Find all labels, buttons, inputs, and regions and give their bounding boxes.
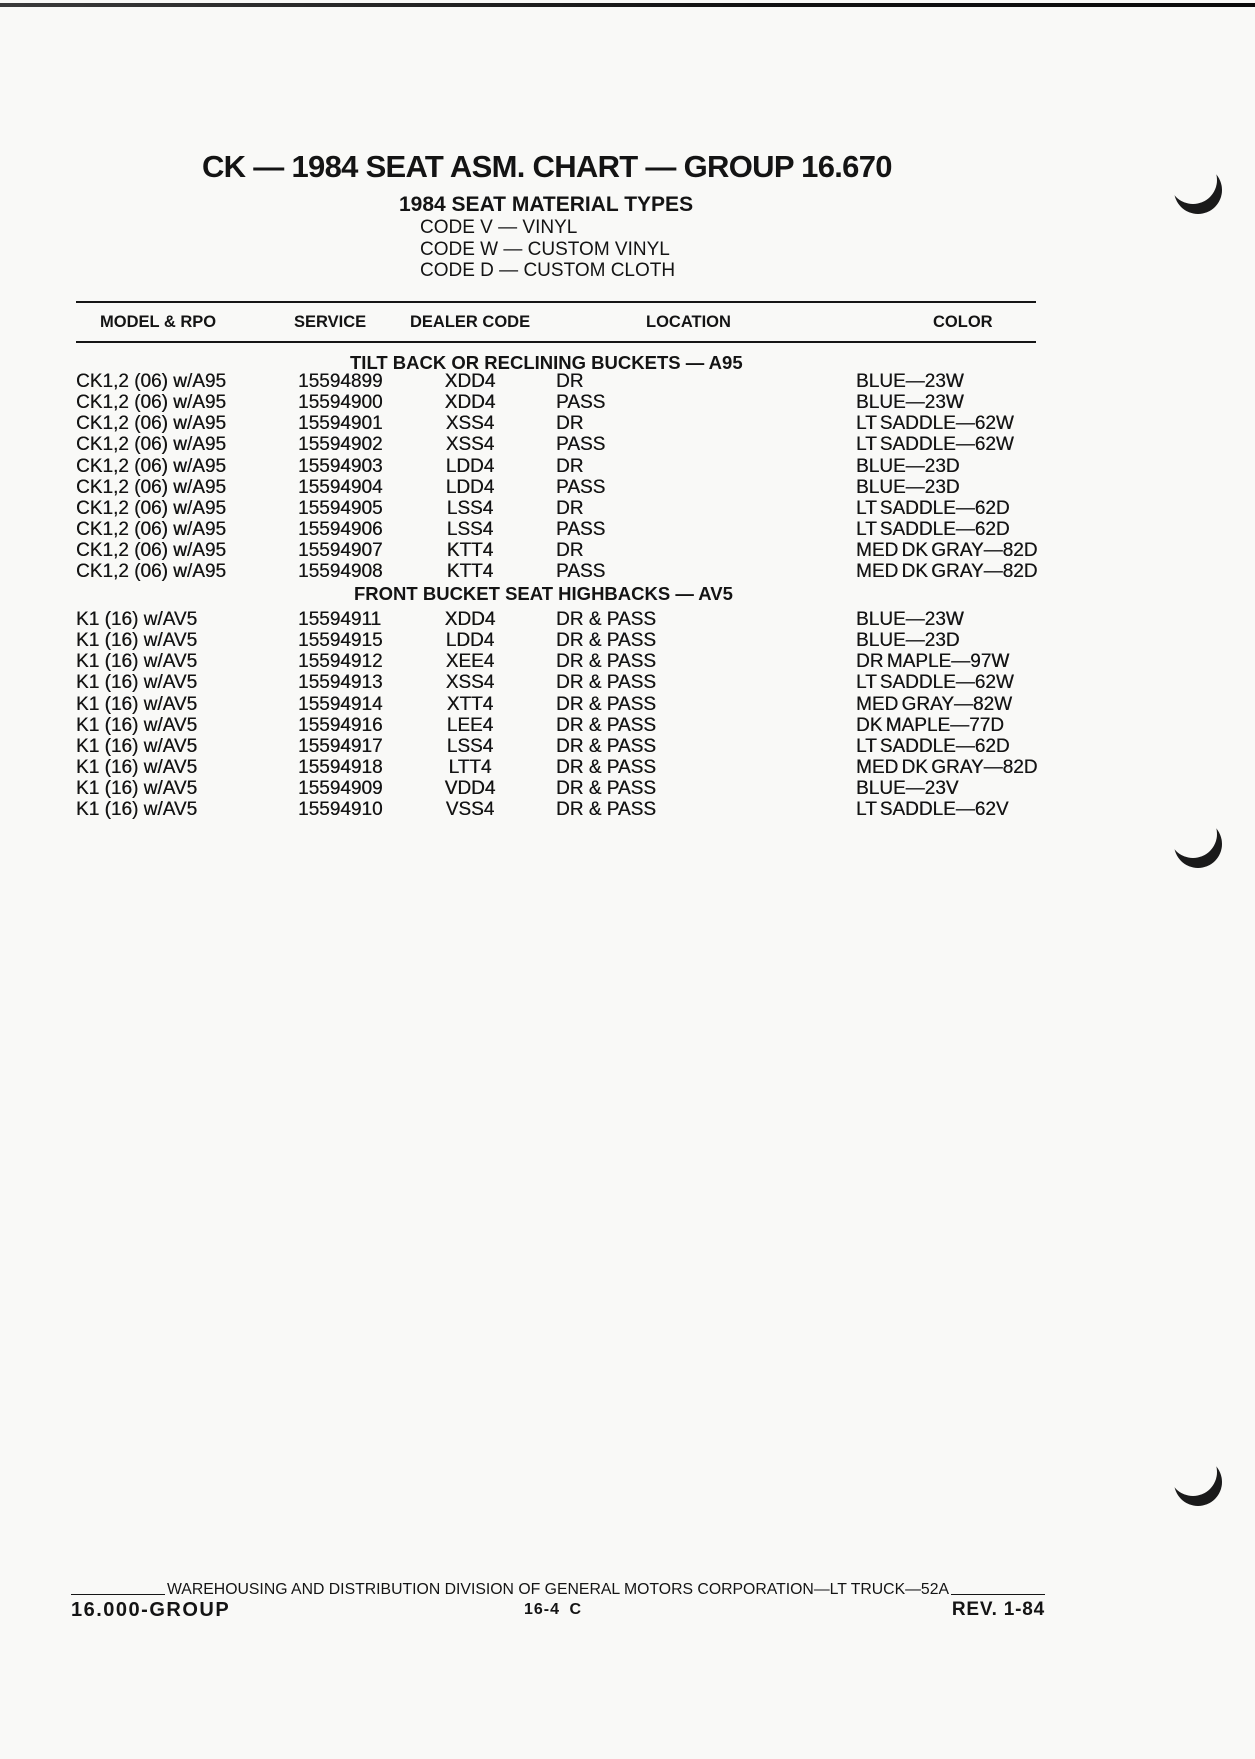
table-row [76, 651, 1076, 672]
dealer-code-cell: LDD4 [445, 630, 495, 652]
dealer-code-cell: LDD4 [445, 455, 495, 477]
color-cell: MED DK GRAY—82D [856, 540, 1038, 561]
footer-page-number: 16-4 C [524, 1601, 583, 1618]
service-number-cell: 15594908 [298, 561, 383, 583]
table-row [76, 392, 1076, 413]
dealer-code-cell: VSS4 [445, 799, 495, 821]
table-row [76, 672, 1076, 693]
model-rpo-cell: K1 (16) w/AV5 [76, 651, 198, 673]
dealer-code-cell: KTT4 [446, 540, 494, 561]
section-rows [76, 371, 1076, 582]
material-types-heading: 1984 SEAT MATERIAL TYPES [399, 193, 694, 216]
service-number-cell: 15594902 [298, 434, 383, 456]
location-cell: DR & PASS [556, 693, 656, 715]
location-cell: DR & PASS [556, 735, 656, 757]
dealer-code-cell: XEE4 [445, 651, 495, 673]
table-row [76, 456, 1076, 477]
color-cell: BLUE—23W [856, 609, 964, 630]
location-cell: DR [556, 371, 584, 392]
footer-rule-right [951, 1594, 1045, 1596]
color-cell: BLUE—23W [856, 392, 964, 414]
model-rpo-cell: CK1,2 (06) w/A95 [76, 371, 226, 392]
color-cell: MED GRAY—82W [856, 693, 1013, 715]
table-row [76, 477, 1076, 498]
dealer-code-cell: LSS4 [446, 735, 494, 757]
dealer-code-cell: LDD4 [445, 476, 495, 498]
material-codes-list [420, 217, 675, 282]
table-row [76, 561, 1076, 582]
table-row [76, 799, 1076, 820]
color-cell: LT SADDLE—62D [856, 497, 1010, 519]
model-rpo-cell: K1 (16) w/AV5 [76, 799, 198, 821]
table-row [76, 519, 1076, 540]
location-cell: DR & PASS [556, 799, 656, 821]
location-cell: DR [556, 497, 584, 519]
dealer-code-cell: KTT4 [446, 561, 494, 583]
location-cell: DR [556, 413, 584, 435]
table-row [76, 498, 1076, 519]
service-number-cell: 15594903 [298, 455, 383, 477]
column-header-color: COLOR [933, 313, 993, 331]
color-cell: BLUE—23W [856, 371, 964, 392]
column-header-service: SERVICE [294, 313, 367, 331]
color-cell: BLUE—23V [856, 778, 959, 799]
model-rpo-cell: CK1,2 (06) w/A95 [76, 413, 226, 435]
table-row [76, 694, 1076, 715]
service-number-cell: 15594901 [298, 413, 383, 435]
dealer-code-cell: VDD4 [444, 778, 496, 799]
table-row [76, 630, 1076, 651]
service-number-cell: 15594915 [298, 630, 383, 652]
location-cell: DR & PASS [556, 651, 656, 673]
dealer-code-cell: LSS4 [446, 518, 494, 540]
header-bottom-rule [76, 341, 1036, 343]
model-rpo-cell: K1 (16) w/AV5 [76, 672, 198, 694]
service-number-cell: 15594916 [298, 714, 383, 736]
binder-hole-shadow [1166, 824, 1226, 874]
service-number-cell: 15594912 [298, 651, 383, 673]
color-cell: LT SADDLE—62W [856, 434, 1014, 456]
model-rpo-cell: CK1,2 (06) w/A95 [76, 497, 226, 519]
footer-publisher: WAREHOUSING AND DISTRIBUTION DIVISION OF GENERAL MOTORS CORPORATION—LT TRUCK—52A [166, 1581, 950, 1598]
dealer-code-cell: XSS4 [445, 672, 495, 694]
column-header-model: MODEL & RPO [100, 313, 217, 331]
table-row [76, 736, 1076, 757]
color-cell: LT SADDLE—62W [856, 413, 1014, 435]
service-number-cell: 15594910 [298, 799, 383, 821]
service-number-cell: 15594904 [298, 476, 383, 498]
service-number-cell: 15594913 [298, 672, 383, 694]
model-rpo-cell: CK1,2 (06) w/A95 [76, 518, 226, 540]
color-cell: MED DK GRAY—82D [856, 756, 1038, 778]
service-number-cell: 15594905 [298, 497, 383, 519]
material-code-item: CODE W — CUSTOM VINYL [420, 238, 670, 260]
dealer-code-cell: LTT4 [448, 756, 492, 778]
color-cell: DR MAPLE—97W [856, 651, 1010, 673]
location-cell: DR & PASS [556, 778, 656, 799]
material-code-item: CODE D — CUSTOM CLOTH [420, 260, 676, 282]
model-rpo-cell: K1 (16) w/AV5 [76, 778, 198, 799]
dealer-code-cell: XDD4 [444, 371, 496, 392]
section-heading: FRONT BUCKET SEAT HIGHBACKS — AV5 [354, 583, 733, 604]
color-cell: LT SADDLE—62V [856, 799, 1009, 821]
material-code-item: CODE V — VINYL [420, 217, 578, 238]
dealer-code-cell: XTT4 [446, 693, 494, 715]
color-cell: LT SADDLE—62D [856, 518, 1010, 540]
location-cell: PASS [556, 476, 606, 498]
table-row [76, 413, 1076, 434]
top-edge-rule [0, 3, 1255, 7]
model-rpo-cell: CK1,2 (06) w/A95 [76, 476, 226, 498]
service-number-cell: 15594907 [298, 540, 383, 561]
color-cell: BLUE—23D [856, 476, 960, 498]
footer-rule-left [71, 1594, 165, 1596]
service-number-cell: 15594909 [298, 778, 383, 799]
table-row [76, 371, 1076, 392]
footer-publisher-line [71, 1581, 1045, 1599]
location-cell: DR [556, 455, 584, 477]
model-rpo-cell: K1 (16) w/AV5 [76, 714, 198, 736]
model-rpo-cell: K1 (16) w/AV5 [76, 756, 198, 778]
table-row [76, 609, 1076, 630]
service-number-cell: 15594899 [298, 371, 383, 392]
section-heading: TILT BACK OR RECLINING BUCKETS — A95 [350, 352, 743, 373]
color-cell: LT SADDLE—62W [856, 672, 1014, 694]
footer-revision: REV. 1-84 [951, 1599, 1045, 1620]
service-number-cell: 15594900 [298, 392, 383, 414]
color-cell: DK MAPLE—77D [856, 714, 1004, 736]
table-row [76, 715, 1076, 736]
model-rpo-cell: CK1,2 (06) w/A95 [76, 455, 226, 477]
section-rows [76, 609, 1076, 820]
dealer-code-cell: XDD4 [444, 392, 496, 414]
service-number-cell: 15594917 [298, 735, 383, 757]
color-cell: MED DK GRAY—82D [856, 561, 1038, 583]
model-rpo-cell: K1 (16) w/AV5 [76, 630, 198, 652]
location-cell: DR [556, 540, 584, 561]
service-number-cell: 15594906 [298, 518, 383, 540]
location-cell: DR & PASS [556, 756, 656, 778]
location-cell: DR & PASS [556, 609, 656, 630]
binder-hole-shadow [1166, 170, 1226, 220]
dealer-code-cell: XSS4 [445, 413, 495, 435]
location-cell: DR & PASS [556, 630, 656, 652]
footer-group: 16.000-GROUP [71, 1599, 231, 1621]
model-rpo-cell: K1 (16) w/AV5 [76, 693, 198, 715]
table-row [76, 434, 1076, 455]
model-rpo-cell: K1 (16) w/AV5 [76, 735, 198, 757]
dealer-code-cell: XSS4 [445, 434, 495, 456]
location-cell: PASS [556, 392, 606, 414]
service-number-cell: 15594911 [298, 609, 382, 630]
model-rpo-cell: CK1,2 (06) w/A95 [76, 434, 226, 456]
dealer-code-cell: LEE4 [446, 714, 494, 736]
model-rpo-cell: K1 (16) w/AV5 [76, 609, 198, 630]
location-cell: PASS [556, 561, 606, 583]
color-cell: LT SADDLE—62D [856, 735, 1010, 757]
binder-hole-shadow [1166, 1462, 1226, 1512]
location-cell: DR & PASS [556, 672, 656, 694]
table-row [76, 778, 1076, 799]
table-row [76, 540, 1076, 561]
dealer-code-cell: XDD4 [444, 609, 496, 630]
table-row [76, 757, 1076, 778]
dealer-code-cell: LSS4 [446, 497, 494, 519]
location-cell: PASS [556, 518, 606, 540]
service-number-cell: 15594918 [298, 756, 383, 778]
column-header-location: LOCATION [646, 313, 731, 331]
table-top-rule [76, 301, 1036, 303]
color-cell: BLUE—23D [856, 630, 960, 652]
model-rpo-cell: CK1,2 (06) w/A95 [76, 392, 226, 414]
color-cell: BLUE—23D [856, 455, 960, 477]
location-cell: DR & PASS [556, 714, 656, 736]
column-header-dealer-code: DEALER CODE [410, 313, 531, 331]
model-rpo-cell: CK1,2 (06) w/A95 [76, 540, 226, 561]
model-rpo-cell: CK1,2 (06) w/A95 [76, 561, 226, 583]
page-title: CK — 1984 SEAT ASM. CHART — GROUP 16.670 [202, 149, 892, 184]
service-number-cell: 15594914 [298, 693, 383, 715]
location-cell: PASS [556, 434, 606, 456]
